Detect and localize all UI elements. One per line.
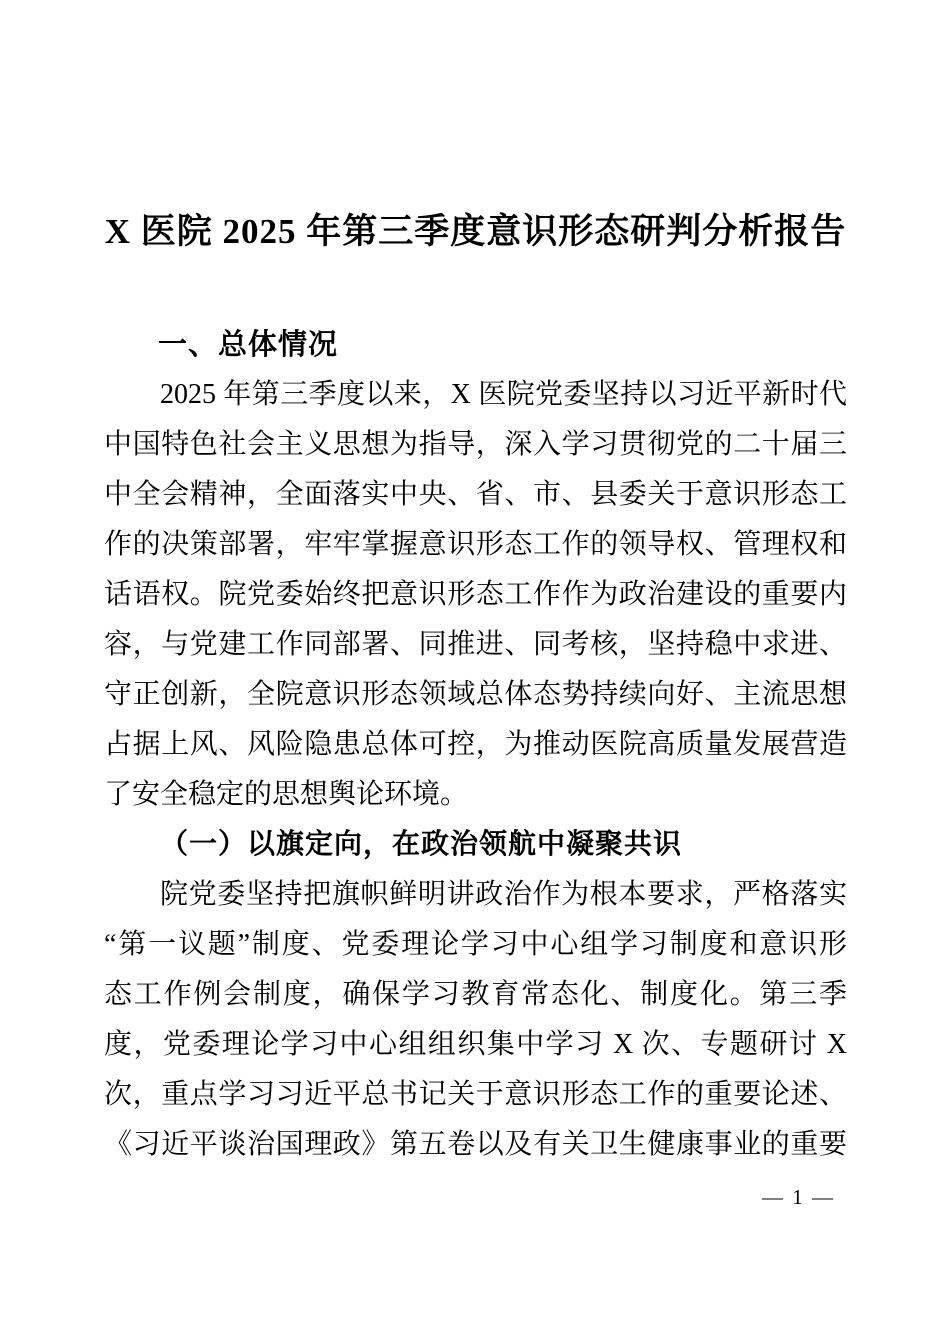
paragraph-2-line: 态工作例会制度，确保学习教育常态化、制度化。第三季 [104,979,847,1010]
paragraph-2-line: 次，重点学习习近平总书记关于意识形态工作的重要论述、 [104,1079,847,1110]
paragraph-1-line: 话语权。院党委始终把意识形态工作作为政治建设的重要内 [104,579,847,610]
paragraph-1-line: 了安全稳定的思想舆论环境。 [104,779,469,810]
paragraph-1-line: 占据上风、风险隐患总体可控，为推动医院高质量发展营造 [104,729,847,760]
section-heading: 一、总体情况 [158,329,339,361]
paragraph-2-line: “第一议题”制度、党委理论学习中心组学习制度和意识形 [104,929,847,960]
paragraph-2-line: 院党委坚持把旗帜鲜明讲政治作为根本要求，严格落实 [160,879,847,910]
page-number: — 1 — [762,1185,835,1209]
paragraph-1-line: 中国特色社会主义思想为指导，深入学习贯彻党的二十届三 [104,429,847,460]
paragraph-1-line: 作的决策部署，牢牢掌握意识形态工作的领导权、管理权和 [104,529,847,560]
paragraph-1-line: 容，与党建工作同部署、同推进、同考核，坚持稳中求进、 [104,629,847,660]
document-title: X 医院 2025 年第三季度意识形态研判分析报告 [104,212,847,251]
paragraph-1-line: 守正创新，全院意识形态领域总体态势持续向好、主流思想 [104,679,847,710]
sub-section-heading: （一）以旗定向，在政治领航中凝聚共识 [160,829,683,860]
paragraph-2-line: 《习近平谈治国理政》第五卷以及有关卫生健康事业的重要 [104,1129,847,1160]
paragraph-1-line: 2025 年第三季度以来，X 医院党委坚持以习近平新时代 [160,379,847,410]
paragraph-2-line: 度，党委理论学习中心组组织集中学习 X 次、专题研讨 X [104,1029,847,1060]
paragraph-1 [104,370,847,820]
paragraph-1-line: 中全会精神，全面落实中央、省、市、县委关于意识形态工 [104,479,847,510]
paragraph-2 [104,870,847,1170]
